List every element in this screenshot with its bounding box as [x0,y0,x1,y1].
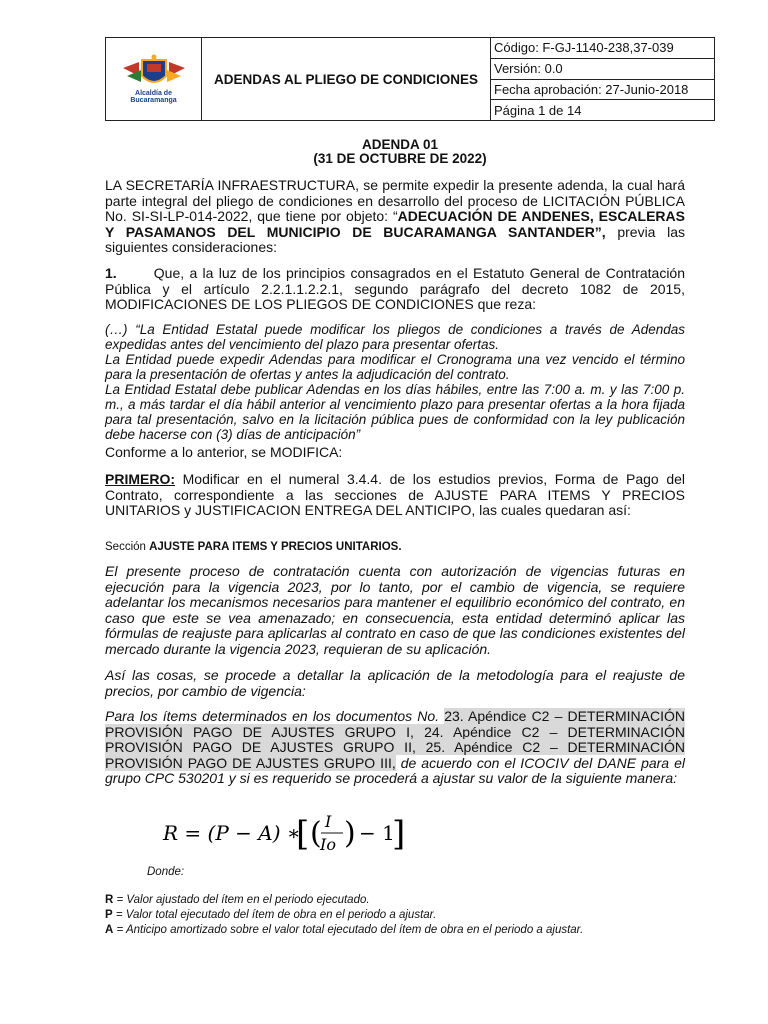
def-p [105,908,685,923]
legal-quote [105,322,685,442]
intro-text: LA SECRETARÍA INFRAESTRUCTURA, se permite expedir la presente adenda, la cual hará parte integral del pliego de condiciones en desarrollo del proceso de LICITACIÓN PÚBLICA No. SI-SI-LP-014-2022, que tiene por objeto: “ [105,177,685,224]
section-heading [105,540,685,556]
addendum-title: ADENDA 01 [361,137,439,152]
formula-tail: − 1 [359,821,395,845]
formula-lhs: R = (P − A) ∗ [163,821,301,845]
primero-label: PRIMERO: [105,471,175,487]
intro-paragraph [105,178,685,256]
paragraph-vigencias: El presente proceso de contratación cuenta con autorización de vigencias futuras en ejecución para la vigencia 2023, por lo tanto, por el cambio de vigencia, se requiere adelantar los mecanismos necesarios para mantener el equilibrio económico del contrato, en caso que este se vea amenazado; en consecuencia, esta entidad determinó aplicar las fórmulas de reajuste para aplicarlas al contrato en caso de que las condiciones existentes del mercado durante la vigencia 2023, requieran de su aplicación. [105,563,685,657]
paragraph-metodologia: Así las cosas, se procede a detallar la aplicación de la metodología para el reajuste de precios, por cambio de vigencia: [105,667,685,699]
formula-denominator: Io [320,835,336,854]
appendix-list: 23. Apéndice C2 – DETERMINACIÓN PROVISIÓN PAGO DE AJUSTES GRUPO I, 24. Apéndice C2 – DETERMINACIÓN PROVISIÓN PAGO DE AJUSTES GRUPO II, 25. Apéndice C2 – DETERMINACIÓN PROVISIÓN PAGO DE AJUSTES GRUPO III, [105,708,685,771]
consideration-1 [105,266,685,313]
adjustment-formula [163,812,406,860]
item-text: Que, a la luz de los principios consagrados en el Estatuto General de Contratación Pública y el artículo 2.2.1.1.2.2.1, segundo parágrafo del decreto 1082 de 2015, MODIFICACIONES DE LOS PLIEGOS DE CONDICIONES que reza: [105,265,685,312]
def-p-text: = Valor total ejecutado del ítem de obra en el periodo a ajustar. [112,909,437,921]
formula-bracket-open: [ [296,814,310,854]
variable-definitions [105,893,685,938]
quote-line-3: La Entidad Estatal debe publicar Adendas en los días hábiles, entre las 7:00 a. m. y las 7:00 p. m., a más tardar el día hábil anterior al vencimiento plazo para presentar ofertas a la hora fijada para tal presentación, salvo en la licitación pública pues de conformidad con la ley publicación debe hacerse con (3) días de anticipación” [105,382,685,442]
header-title: ADENDAS AL PLIEGO DE CONDICIONES [202,38,491,120]
intro-text-end: previa las siguientes consideraciones: [105,223,685,255]
doc-approval-date: Fecha aprobación: 27-Junio-2018 [491,80,714,101]
header-meta [491,38,714,120]
bucaramanga-coat-of-arms-icon [119,54,189,90]
def-a-text: = Anticipo amortizado sobre el valor total ejecutado del ítem de obra en el periodo a ajustar. [113,924,584,936]
def-p-symbol: P [105,909,113,921]
contract-object: ADECUACIÓN DE ANDENES, ESCALERAS Y PASAMANOS DEL MUNICIPIO DE BUCARAMANGA SANTANDER”, [105,208,685,240]
def-r [105,893,685,908]
section-title: AJUSTE PARA ITEMS Y PRECIOS UNITARIOS. [149,541,402,553]
donde-label: Donde: [147,866,185,878]
formula-numerator: I [325,812,332,831]
def-a-symbol: A [105,924,114,936]
def-a [105,923,685,938]
addendum-date: (31 DE OCTUBRE DE 2022) [313,151,487,166]
doc-version: Versión: 0.0 [491,59,714,80]
def-r-text: = Valor ajustado del ítem en el periodo ejecutado. [113,894,370,906]
item-number: 1. [105,265,117,281]
logo-cell [106,38,202,120]
primero-text: Modificar en el numeral 3.4.4. de los estudios previos, Forma de Pago del Contrato, correspondiente a las secciones de AJUSTE PARA ITEMS Y PRECIOS UNITARIOS y JUSTIFICACION ENTREGA DEL ANTICIPO, las cuales quedaran así: [105,471,685,518]
def-r-symbol: R [105,894,114,906]
conforme-line: Conforme a lo anterior, se MODIFICA: [105,444,343,460]
quote-line-1: (…) “La Entidad Estatal puede modificar los pliegos de condiciones a través de Adendas expedidas antes del vencimiento del plazo para presentar ofertas. [105,322,685,352]
doc-page-number: Página 1 de 14 [494,102,582,118]
items-intro: Para los ítems determinados en los documentos No. [105,708,445,724]
logo-caption-1: Alcaldía de [135,90,172,97]
document-header-table [105,37,715,121]
formula-graphic [163,812,406,856]
items-end: de acuerdo con el ICOCIV del DANE para el grupo CPC 530201 y si es requerido se procederá a ajustar su valor de la siguiente manera: [105,754,685,786]
section-prefix: Sección [105,541,150,553]
doc-code: Código: F-GJ-1140-238,37-039 [491,38,714,59]
formula-bracket-close: ] [392,814,406,854]
logo-caption-2: Bucaramanga [130,97,177,104]
formula-paren-open: ( [310,816,322,851]
formula-paren-close: ) [344,816,356,851]
quote-line-2: La Entidad puede expedir Adendas para modificar el Cronograma una vez vencido el término para la presentación de ofertas y antes la adjudicación del contrato. [105,352,685,382]
paragraph-items [105,709,685,787]
primero-paragraph [105,472,685,519]
